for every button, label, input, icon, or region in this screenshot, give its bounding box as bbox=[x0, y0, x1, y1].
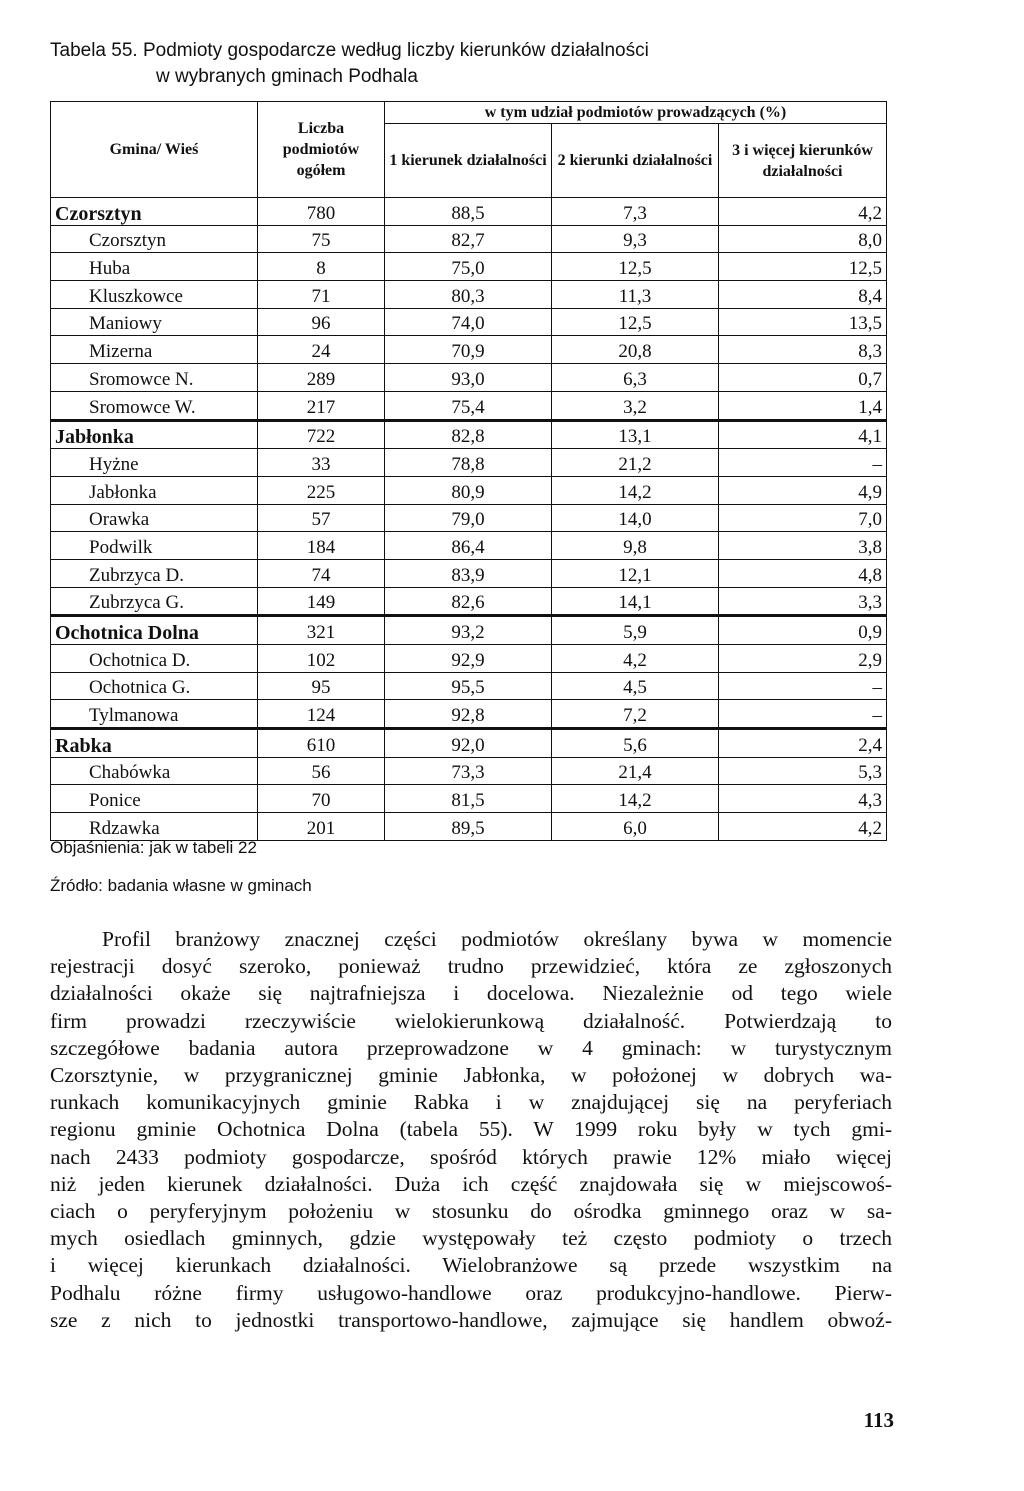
table-row bbox=[51, 476, 887, 504]
row-k2: 14,2 bbox=[552, 476, 719, 504]
row-k3: 0,7 bbox=[719, 364, 887, 392]
table-row bbox=[51, 785, 887, 813]
row-k2: 9,8 bbox=[552, 532, 719, 560]
header-gmina: Gmina/ Wieś bbox=[51, 102, 258, 198]
row-k2: 11,3 bbox=[552, 281, 719, 309]
row-k1: 92,9 bbox=[385, 645, 552, 673]
paragraph-line: runkach komunikacyjnych gminie Rabka i w znajdującej się na peryferiach bbox=[50, 1090, 892, 1115]
paragraph-line: działalności okaże się najtrafniejsza i docelowa. Niezależnie od tego wiele bbox=[50, 981, 892, 1006]
table-row bbox=[51, 281, 887, 309]
table-row bbox=[51, 336, 887, 364]
row-name: Rabka bbox=[51, 729, 258, 758]
table-row bbox=[51, 420, 887, 449]
row-k1: 80,3 bbox=[385, 281, 552, 309]
notes-source: Źródło: badania własne w gminach bbox=[50, 876, 312, 895]
paragraph-line: Podhalu różne firmy usługowo-handlowe oraz produkcyjno-handlowe. Pierw- bbox=[50, 1280, 892, 1305]
row-k3: – bbox=[719, 700, 887, 729]
row-name: Tylmanowa bbox=[51, 700, 258, 729]
row-k2: 9,3 bbox=[552, 225, 719, 253]
row-name: Rdzawka bbox=[51, 813, 258, 841]
row-name: Mizerna bbox=[51, 336, 258, 364]
row-k3: – bbox=[719, 449, 887, 477]
header-k3: 3 i więcej kierunków działalności bbox=[719, 124, 887, 198]
row-name: Ochotnica D. bbox=[51, 645, 258, 673]
row-k3: 1,4 bbox=[719, 391, 887, 420]
row-k1: 93,0 bbox=[385, 364, 552, 392]
row-k3: 5,3 bbox=[719, 757, 887, 785]
row-k3: 8,4 bbox=[719, 281, 887, 309]
row-k2: 5,9 bbox=[552, 616, 719, 645]
row-k1: 82,8 bbox=[385, 420, 552, 449]
row-total: 780 bbox=[258, 198, 385, 226]
row-k2: 14,1 bbox=[552, 587, 719, 616]
caption-line-2: w wybranych gminach Podhala bbox=[156, 66, 418, 87]
row-total: 201 bbox=[258, 813, 385, 841]
row-name: Huba bbox=[51, 253, 258, 281]
row-k2: 21,4 bbox=[552, 757, 719, 785]
row-total: 33 bbox=[258, 449, 385, 477]
row-k2: 4,5 bbox=[552, 672, 719, 700]
row-total: 74 bbox=[258, 559, 385, 587]
row-total: 102 bbox=[258, 645, 385, 673]
row-k1: 82,7 bbox=[385, 225, 552, 253]
row-k2: 14,0 bbox=[552, 504, 719, 532]
paragraph-line: i więcej kierunkach działalności. Wielobranżowe są przede wszystkim na bbox=[50, 1253, 892, 1278]
row-name: Czorsztyn bbox=[51, 198, 258, 226]
row-k3: 4,1 bbox=[719, 420, 887, 449]
table-row bbox=[51, 364, 887, 392]
row-k3: 2,4 bbox=[719, 729, 887, 758]
row-k2: 7,2 bbox=[552, 700, 719, 729]
row-name: Chabówka bbox=[51, 757, 258, 785]
row-name: Jabłonka bbox=[51, 420, 258, 449]
table-row bbox=[51, 757, 887, 785]
row-name: Podwilk bbox=[51, 532, 258, 560]
row-k3: 3,3 bbox=[719, 587, 887, 616]
row-k3: 2,9 bbox=[719, 645, 887, 673]
row-k3: – bbox=[719, 672, 887, 700]
table-row bbox=[51, 559, 887, 587]
row-name: Kluszkowce bbox=[51, 281, 258, 309]
row-k1: 70,9 bbox=[385, 336, 552, 364]
table-row bbox=[51, 700, 887, 729]
row-name: Zubrzyca G. bbox=[51, 587, 258, 616]
row-k2: 12,5 bbox=[552, 308, 719, 336]
row-k1: 74,0 bbox=[385, 308, 552, 336]
page-number: 113 bbox=[863, 1408, 894, 1432]
row-total: 75 bbox=[258, 225, 385, 253]
row-k2: 14,2 bbox=[552, 785, 719, 813]
row-k1: 79,0 bbox=[385, 504, 552, 532]
row-total: 321 bbox=[258, 616, 385, 645]
row-k1: 83,9 bbox=[385, 559, 552, 587]
row-k2: 5,6 bbox=[552, 729, 719, 758]
row-total: 56 bbox=[258, 757, 385, 785]
table-row bbox=[51, 449, 887, 477]
row-k3: 0,9 bbox=[719, 616, 887, 645]
table-row bbox=[51, 391, 887, 420]
row-k1: 95,5 bbox=[385, 672, 552, 700]
paragraph-line: nach 2433 podmioty gospodarcze, spośród których prawie 12% miało więcej bbox=[50, 1144, 892, 1169]
row-k3: 7,0 bbox=[719, 504, 887, 532]
row-total: 57 bbox=[258, 504, 385, 532]
row-k2: 12,1 bbox=[552, 559, 719, 587]
row-total: 96 bbox=[258, 308, 385, 336]
table-row bbox=[51, 729, 887, 758]
row-k1: 81,5 bbox=[385, 785, 552, 813]
table-body bbox=[51, 198, 887, 841]
row-k3: 4,8 bbox=[719, 559, 887, 587]
row-total: 8 bbox=[258, 253, 385, 281]
header-k1: 1 kierunek działalności bbox=[385, 124, 552, 198]
header-group: w tym udział podmiotów prowadzących (%) bbox=[385, 102, 887, 124]
business-entities-table bbox=[50, 101, 887, 841]
row-k1: 89,5 bbox=[385, 813, 552, 841]
paragraph-line: ciach o peryferyjnym położeniu w stosunku do ośrodka gminnego oraz w sa- bbox=[50, 1199, 892, 1224]
notes-explanations: Objaśnienia: jak w tabeli 22 bbox=[50, 838, 257, 857]
row-total: 124 bbox=[258, 700, 385, 729]
row-total: 184 bbox=[258, 532, 385, 560]
row-k2: 12,5 bbox=[552, 253, 719, 281]
row-k3: 4,2 bbox=[719, 813, 887, 841]
row-k3: 8,3 bbox=[719, 336, 887, 364]
row-name: Maniowy bbox=[51, 308, 258, 336]
paragraph-line: regionu gminie Ochotnica Dolna (tabela 55). W 1999 roku były w tych gmi- bbox=[50, 1117, 892, 1142]
row-total: 24 bbox=[258, 336, 385, 364]
row-name: Orawka bbox=[51, 504, 258, 532]
row-name: Ochotnica G. bbox=[51, 672, 258, 700]
row-k1: 73,3 bbox=[385, 757, 552, 785]
row-k1: 92,0 bbox=[385, 729, 552, 758]
row-total: 289 bbox=[258, 364, 385, 392]
table-row bbox=[51, 532, 887, 560]
header-liczba: Liczba podmiotów ogółem bbox=[258, 102, 385, 198]
caption-line-1: Tabela 55. Podmioty gospodarcze według liczby kierunków działalności bbox=[50, 40, 649, 61]
paragraph-line: rejestracji dosyć szeroko, ponieważ trudno przewidzieć, która ze zgłoszonych bbox=[50, 954, 892, 979]
row-total: 225 bbox=[258, 476, 385, 504]
row-total: 95 bbox=[258, 672, 385, 700]
row-k3: 12,5 bbox=[719, 253, 887, 281]
row-k1: 80,9 bbox=[385, 476, 552, 504]
row-k2: 4,2 bbox=[552, 645, 719, 673]
table-row bbox=[51, 672, 887, 700]
row-name: Sromowce N. bbox=[51, 364, 258, 392]
table-row bbox=[51, 813, 887, 841]
row-name: Zubrzyca D. bbox=[51, 559, 258, 587]
header-k2: 2 kierunki działalności bbox=[552, 124, 719, 198]
row-k2: 6,0 bbox=[552, 813, 719, 841]
row-total: 71 bbox=[258, 281, 385, 309]
row-name: Hyżne bbox=[51, 449, 258, 477]
row-k1: 82,6 bbox=[385, 587, 552, 616]
row-k2: 20,8 bbox=[552, 336, 719, 364]
paragraph-line: Profil branżowy znacznej części podmiotów określany bywa w momencie bbox=[102, 927, 892, 951]
row-k1: 78,8 bbox=[385, 449, 552, 477]
row-k3: 4,2 bbox=[719, 198, 887, 226]
table-row bbox=[51, 645, 887, 673]
row-k1: 93,2 bbox=[385, 616, 552, 645]
row-total: 610 bbox=[258, 729, 385, 758]
row-name: Sromowce W. bbox=[51, 391, 258, 420]
table-row bbox=[51, 308, 887, 336]
table-row bbox=[51, 504, 887, 532]
row-k2: 6,3 bbox=[552, 364, 719, 392]
table-row bbox=[51, 587, 887, 616]
table-row bbox=[51, 616, 887, 645]
table-row bbox=[51, 225, 887, 253]
row-k3: 3,8 bbox=[719, 532, 887, 560]
table-caption bbox=[50, 38, 649, 90]
table-row bbox=[51, 253, 887, 281]
row-k1: 75,4 bbox=[385, 391, 552, 420]
row-k1: 75,0 bbox=[385, 253, 552, 281]
row-k3: 4,9 bbox=[719, 476, 887, 504]
paragraph-line: sze z nich to jednostki transportowo-handlowe, zajmujące się handlem obwoź- bbox=[50, 1307, 892, 1332]
paragraph-line: niż jeden kierunek działalności. Duża ich część znajdowała się w miejscowoś- bbox=[50, 1171, 892, 1196]
paragraph-line: firm prowadzi rzeczywiście wielokierunkową działalność. Potwierdzają to bbox=[50, 1008, 892, 1033]
row-k3: 4,3 bbox=[719, 785, 887, 813]
row-total: 70 bbox=[258, 785, 385, 813]
row-k3: 8,0 bbox=[719, 225, 887, 253]
paragraph-line: mych osiedlach gminnych, gdzie występowały też często podmioty o trzech bbox=[50, 1226, 892, 1251]
row-total: 722 bbox=[258, 420, 385, 449]
row-k2: 7,3 bbox=[552, 198, 719, 226]
row-k2: 21,2 bbox=[552, 449, 719, 477]
table-row bbox=[51, 198, 887, 226]
body-paragraph bbox=[50, 926, 892, 1334]
row-total: 149 bbox=[258, 587, 385, 616]
row-k1: 86,4 bbox=[385, 532, 552, 560]
paragraph-line: Czorsztynie, w przygranicznej gminie Jabłonka, w położonej w dobrych wa- bbox=[50, 1063, 892, 1088]
row-total: 217 bbox=[258, 391, 385, 420]
row-k1: 88,5 bbox=[385, 198, 552, 226]
row-k1: 92,8 bbox=[385, 700, 552, 729]
row-k2: 3,2 bbox=[552, 391, 719, 420]
row-k3: 13,5 bbox=[719, 308, 887, 336]
row-name: Ochotnica Dolna bbox=[51, 616, 258, 645]
row-name: Ponice bbox=[51, 785, 258, 813]
paragraph-line: szczegółowe badania autora przeprowadzone w 4 gminach: w turystycznym bbox=[50, 1035, 892, 1060]
row-name: Czorsztyn bbox=[51, 225, 258, 253]
row-name: Jabłonka bbox=[51, 476, 258, 504]
row-k2: 13,1 bbox=[552, 420, 719, 449]
